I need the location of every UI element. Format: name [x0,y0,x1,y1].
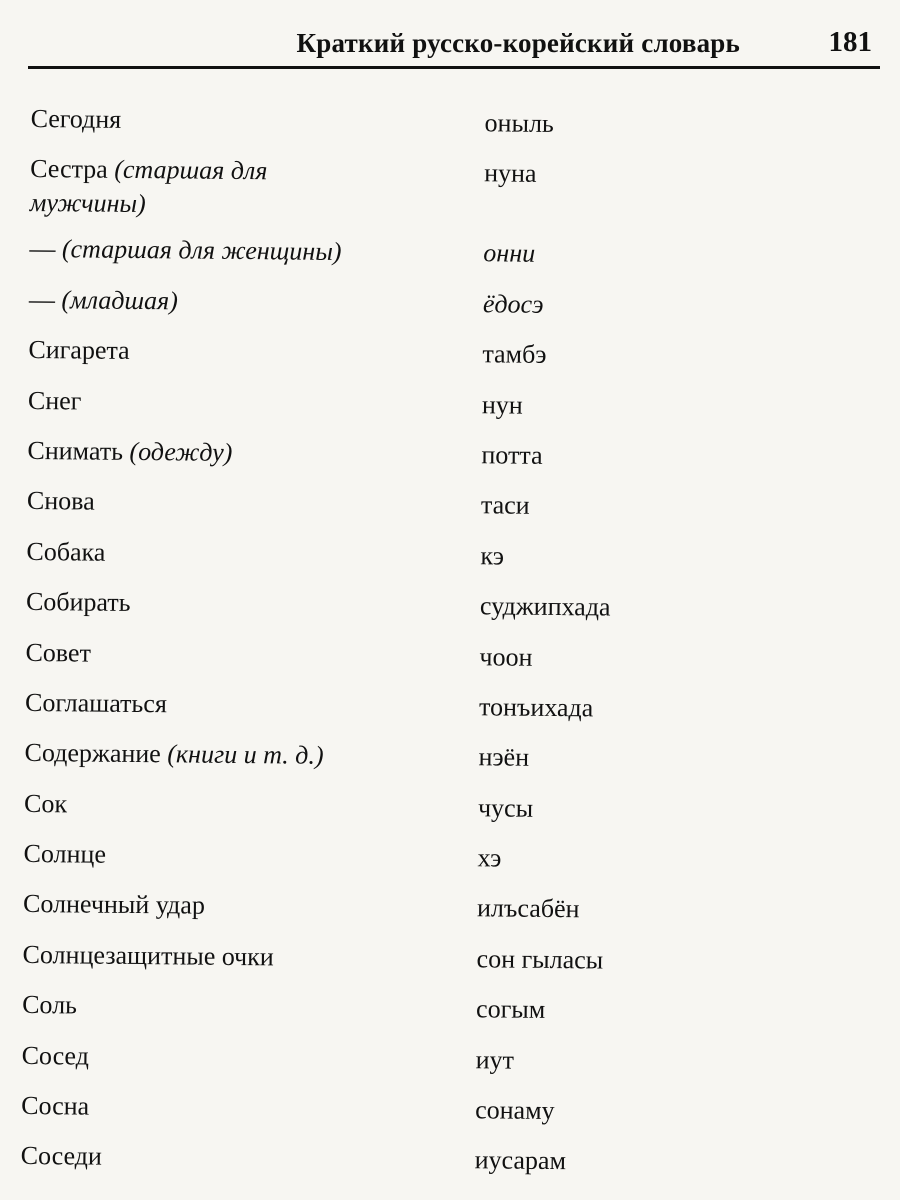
dictionary-entry [4,102,900,161]
entry-translation: чусы [477,792,534,823]
entry-headword [23,837,453,875]
headword: Содержание [24,738,161,769]
entry-translation: сон гыласы [476,944,604,975]
headword: Собака [26,536,106,567]
entry-translation: оныль [484,108,554,138]
dictionary-entry [4,152,900,241]
headword: Сигарета [28,335,130,366]
entry-translation: иут [475,1044,515,1075]
dictionary-entries [0,102,900,1198]
headword-note: (старшая для женщины) [61,234,342,267]
entry-headword [24,787,454,825]
headword: Сок [23,788,68,819]
entry-translation: сонаму [475,1095,555,1126]
headword: Солнечный удар [22,889,206,921]
dictionary-entry [2,383,900,442]
entry-translation: тонъихада [478,692,594,723]
dictionary-entry [0,686,899,745]
headword-note: (старшая для мужчины) [29,155,268,219]
headword: Сосна [21,1090,90,1121]
entry-headword [25,635,455,673]
dictionary-entry [0,736,899,795]
headword-note: (книги и т. д.) [167,739,324,771]
entry-translation: суджипхада [479,591,611,622]
entry-headword [21,1089,451,1127]
entry-headword [28,333,458,371]
dictionary-entry [1,484,900,543]
dictionary-entry [2,333,900,392]
entry-headword [30,102,460,140]
entry-headword [26,535,456,573]
dictionary-entry [0,1038,896,1097]
page-number: 181 [828,26,872,58]
dictionary-entry [0,887,897,946]
dictionary-entry [0,1089,895,1148]
headword: Соседи [20,1141,103,1172]
headword: Совет [25,637,92,668]
entry-headword [21,1139,451,1177]
dictionary-entry [0,585,900,644]
headword-note: (одежду) [129,436,233,467]
entry-headword [30,152,371,223]
dictionary-entry [3,282,900,341]
dictionary-entry [0,786,898,845]
entry-translation: ёдосэ [482,289,544,319]
entry-translation: нуна [484,158,537,189]
entry-headword [23,887,453,925]
dictionary-entry [3,232,900,291]
entry-translation: иусарам [474,1145,567,1176]
entry-headword [27,484,457,522]
entry-translation: тамбэ [482,339,547,370]
headword: — [28,284,56,314]
dictionary-entry [0,635,900,694]
entry-headword [24,736,454,774]
entry-translation: илъсабён [476,893,580,924]
headword: Собирать [25,587,131,618]
entry-translation: онни [483,238,536,269]
headword: Солнцезащитные очки [22,939,274,972]
header-title: Краткий русско-корейский словарь [296,28,740,58]
entry-translation: кэ [480,541,505,571]
entry-headword [28,384,458,422]
headword-note: (младшая) [61,285,178,316]
headword: Сестра [30,154,108,185]
entry-headword [22,938,452,976]
headword: Снег [27,385,82,416]
dictionary-entry [0,534,900,593]
dictionary-entry [1,434,900,493]
entry-translation: нэён [478,742,530,773]
entry-translation: чоон [479,641,533,672]
dictionary-entry [0,938,897,997]
entry-headword [29,283,459,321]
entry-translation: хэ [477,843,502,873]
dictionary-entry [0,1139,895,1198]
entry-translation: таси [480,490,530,521]
entry-headword [27,434,457,472]
headword: Снимать [27,435,124,466]
headword: Солнце [23,838,107,869]
entry-translation: потта [481,440,543,470]
dictionary-entry [0,988,896,1047]
dictionary-entry [0,837,898,896]
running-header [28,22,880,69]
headword: Соглашаться [24,687,168,719]
headword: Снова [26,486,95,516]
entry-translation: согым [475,994,546,1025]
entry-headword [29,232,459,270]
entry-headword [26,585,456,623]
entry-translation: нун [481,389,523,420]
entry-headword [22,988,452,1026]
headword: Сосед [21,1040,90,1071]
headword: Сегодня [30,103,122,134]
entry-headword [22,1039,452,1077]
entry-headword [25,686,455,724]
headword: — [29,234,56,264]
headword: Соль [22,990,78,1020]
